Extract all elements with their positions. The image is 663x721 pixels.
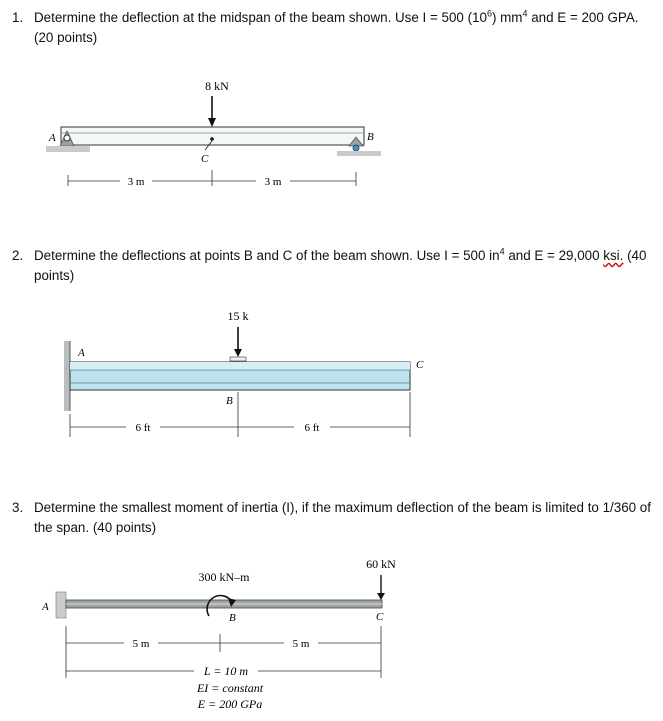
figure-3-moment-label: 300 kN–m: [198, 570, 250, 584]
figure-2-label-c: C: [416, 359, 424, 371]
figure-3-e-note: E = 200 GPa: [197, 697, 263, 711]
figure-3-load-label: 60 kN: [366, 557, 396, 571]
problem-1-text: Determine the deflection at the midspan of the beam shown. Use I = 500 $(10^6)$ $mm^4$ and E = 200 GPA. (20 points): [34, 8, 639, 45]
figure-3-dim-left: 5 m: [132, 638, 150, 650]
figure-3-dim-right: 5 m: [292, 638, 310, 650]
figure-3-label-b: B: [229, 612, 236, 624]
figure-2-dim-left: 6 ft: [135, 422, 151, 434]
problem-3-number: 3.: [12, 500, 24, 515]
figure-1-dim-left: 3 m: [127, 176, 145, 188]
problem-1-number: 1.: [12, 10, 24, 25]
figure-3-ei-note: EI = constant: [196, 681, 264, 695]
figure-1-label-a: A: [49, 132, 56, 144]
figure-1-load-label: 8 kN: [205, 79, 229, 93]
figure-2-label-a: A: [78, 347, 85, 359]
problem-3-text: Determine the smallest moment of inertia (I), if the maximum deflection of the beam is limited to 1/360 of the span. (40 points): [34, 500, 651, 535]
figure-3-label-c: C: [376, 611, 384, 623]
figure-2-label-b: B: [226, 395, 233, 407]
problem-2-number: 2.: [12, 248, 24, 263]
figure-3-length-note: L = 10 m: [203, 664, 249, 678]
figure-3-fixed-wall: [56, 592, 66, 618]
figure-1-label-c: C: [201, 153, 209, 165]
figure-3-label-a: A: [42, 601, 49, 613]
figure-1-label-b: B: [367, 131, 374, 143]
figure-2-load-label: 15 k: [227, 309, 249, 323]
figure-1-dim-right: 3 m: [264, 176, 282, 188]
problem-2-text: Determine the deflections at points B and C of the beam shown. Use I = 500 $in^4$ and E = 29,000 ksi. (40 points): [34, 246, 647, 283]
figure-2-dim-right: 6 ft: [304, 422, 320, 434]
